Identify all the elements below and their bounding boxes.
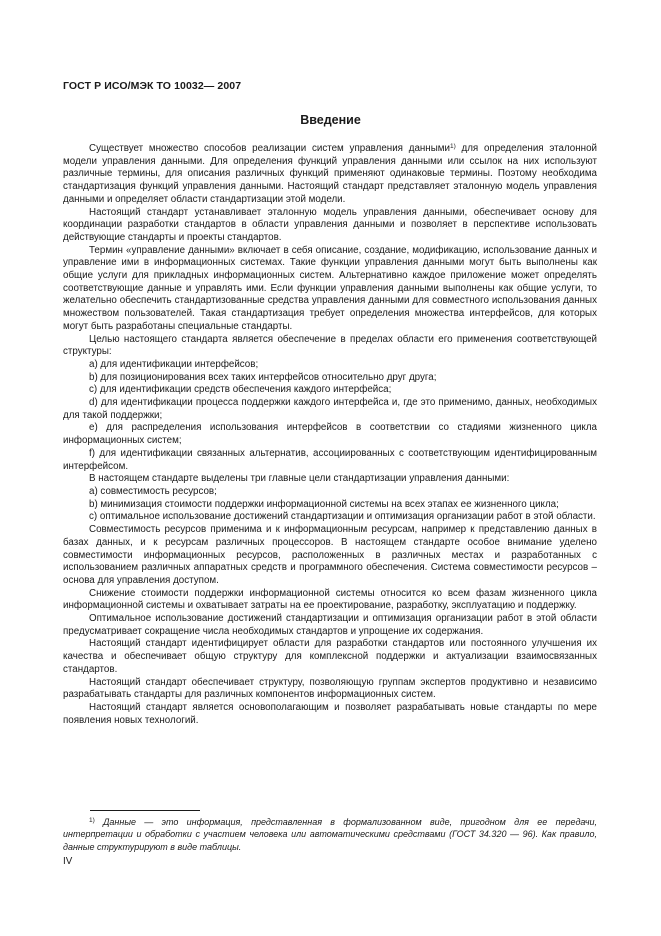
footnote-body: Данные — это информация, представленная в формализованном виде, пригодном для ее передачи, интерпретации и обработки с участием человека или автоматическими средствами (ГОСТ 34.320 — 96). Как правило, данные структурируют в виде таблицы.	[63, 817, 597, 852]
list-item: a) для идентификации интерфейсов;	[89, 358, 259, 370]
footnote-ref: 1)	[449, 143, 456, 150]
paragraph	[63, 141, 597, 207]
list-item: b) для позиционирования всех таких интерфейсов относительно друг друга;	[89, 371, 437, 383]
page-number: IV	[63, 856, 73, 867]
paragraph: Настоящий стандарт устанавливает эталонную модель управления данными, обеспечивает основу для координации разработки стандартов в области управления данными и позволяет в перспективе использовать действующие стандарты и проекты стандартов.	[63, 206, 597, 243]
paragraph: Настоящий стандарт обеспечивает структуру, позволяющую группам экспертов продуктивно и независимо разрабатывать стандарты для различных компонентов информационных систем.	[63, 676, 597, 701]
list-item: d) для идентификации процесса поддержки каждого интерфейса и, где это применимо, данных, необходимых для такой поддержки;	[63, 397, 597, 421]
paragraph: Настоящий стандарт идентифицирует области для разработки стандартов или постоянного улучшения их качества и обеспечивает общую структуру для комплексной поддержки и актуализации взаимосвязанных стандартов.	[63, 638, 597, 675]
list-item: a) совместимость ресурсов;	[89, 485, 217, 497]
paragraph: Оптимальное использование достижений стандартизации и оптимизация организации работ в этой области предусматривает сокращение числа необходимых стандартов и упрощение их содержания.	[63, 613, 597, 637]
list-item: f) для идентификации связанных альтернатив, ассоциированных с соответствующим идентифицированным интерфейсом.	[63, 447, 597, 472]
footnote-text	[63, 815, 597, 853]
document-header: ГОСТ Р ИСО/МЭК ТО 10032— 2007	[63, 80, 242, 92]
list-item: c) для идентификации средств обеспечения каждого интерфейса;	[89, 384, 392, 396]
paragraph-text: Существует множество способов реализации систем управления данными	[89, 143, 450, 154]
body-text	[63, 141, 597, 727]
paragraph: Целью настоящего стандарта является обеспечение в пределах области его применения соответствующей структуры:	[63, 333, 597, 358]
paragraph-text: для определения эталонной модели управления данными. Для определения функций управления данными или ссылок на них используют различные термины, для описания различных функций применяют одинаковые термины. Поэтому необходима стандартизация функций управления данными. Настоящий стандарт представляет эталонную модель управления данными и определяет области стандартизации этой модели.	[63, 143, 597, 205]
paragraph: В настоящем стандарте выделены три главные цели стандартизации управления данными:	[89, 473, 510, 485]
paragraph: Снижение стоимости поддержки информационной системы относится ко всем фазам жизненного цикла информационной системы и охватывает затраты на ее проектирование, разработку, эксплуатацию и поддержку.	[63, 587, 597, 612]
paragraph: Совместимость ресурсов применима и к информационным ресурсам, например к представлению данных в базах данных, и к ресурсам различных процессоров. В настоящем стандарте особое внимание уделено совместимости информационных ресурсов, расположенных в различных местах и разработанных с использованием различных аппаратных средств и программного обеспечения. Система совместимости ресурсов – основа для управления доступом.	[63, 524, 597, 586]
footnote-divider	[90, 810, 200, 811]
list-item: e) для распределения использования интерфейсов в соответствии со стадиями жизненного цикла информационных систем;	[63, 422, 597, 447]
paragraph: Настоящий стандарт является основополагающим и позволяет разрабатывать новые стандарты по мере появления новых технологий.	[63, 701, 597, 726]
footnote	[63, 815, 597, 853]
section-title: Введение	[300, 113, 361, 127]
footnote-mark: 1)	[89, 817, 95, 824]
list-item: c) оптимальное использование достижений стандартизации и оптимизация организации работ в этой области.	[89, 511, 596, 523]
list-item: b) минимизация стоимости поддержки информационной системы на всех этапах ее жизненного цикла;	[89, 498, 559, 510]
paragraph: Термин «управление данными» включает в себя описание, создание, модификацию, использование данных и управление ими в информационных системах. Такие функции управления данными могут быть выполнены как общие услуги для прикладных информационных систем. Альтернативно каждое приложение может определять соответствующие данные и управлять ими. Если функции управления данными выполнены как общие услуги, то желательно обеспечить стандартизованные средства управления данными для совместного использования данных множеством пользователей. Такая стандартизация требует определения множества интерфейсов, для которых могут быть разработаны специальные стандарты.	[63, 244, 597, 332]
